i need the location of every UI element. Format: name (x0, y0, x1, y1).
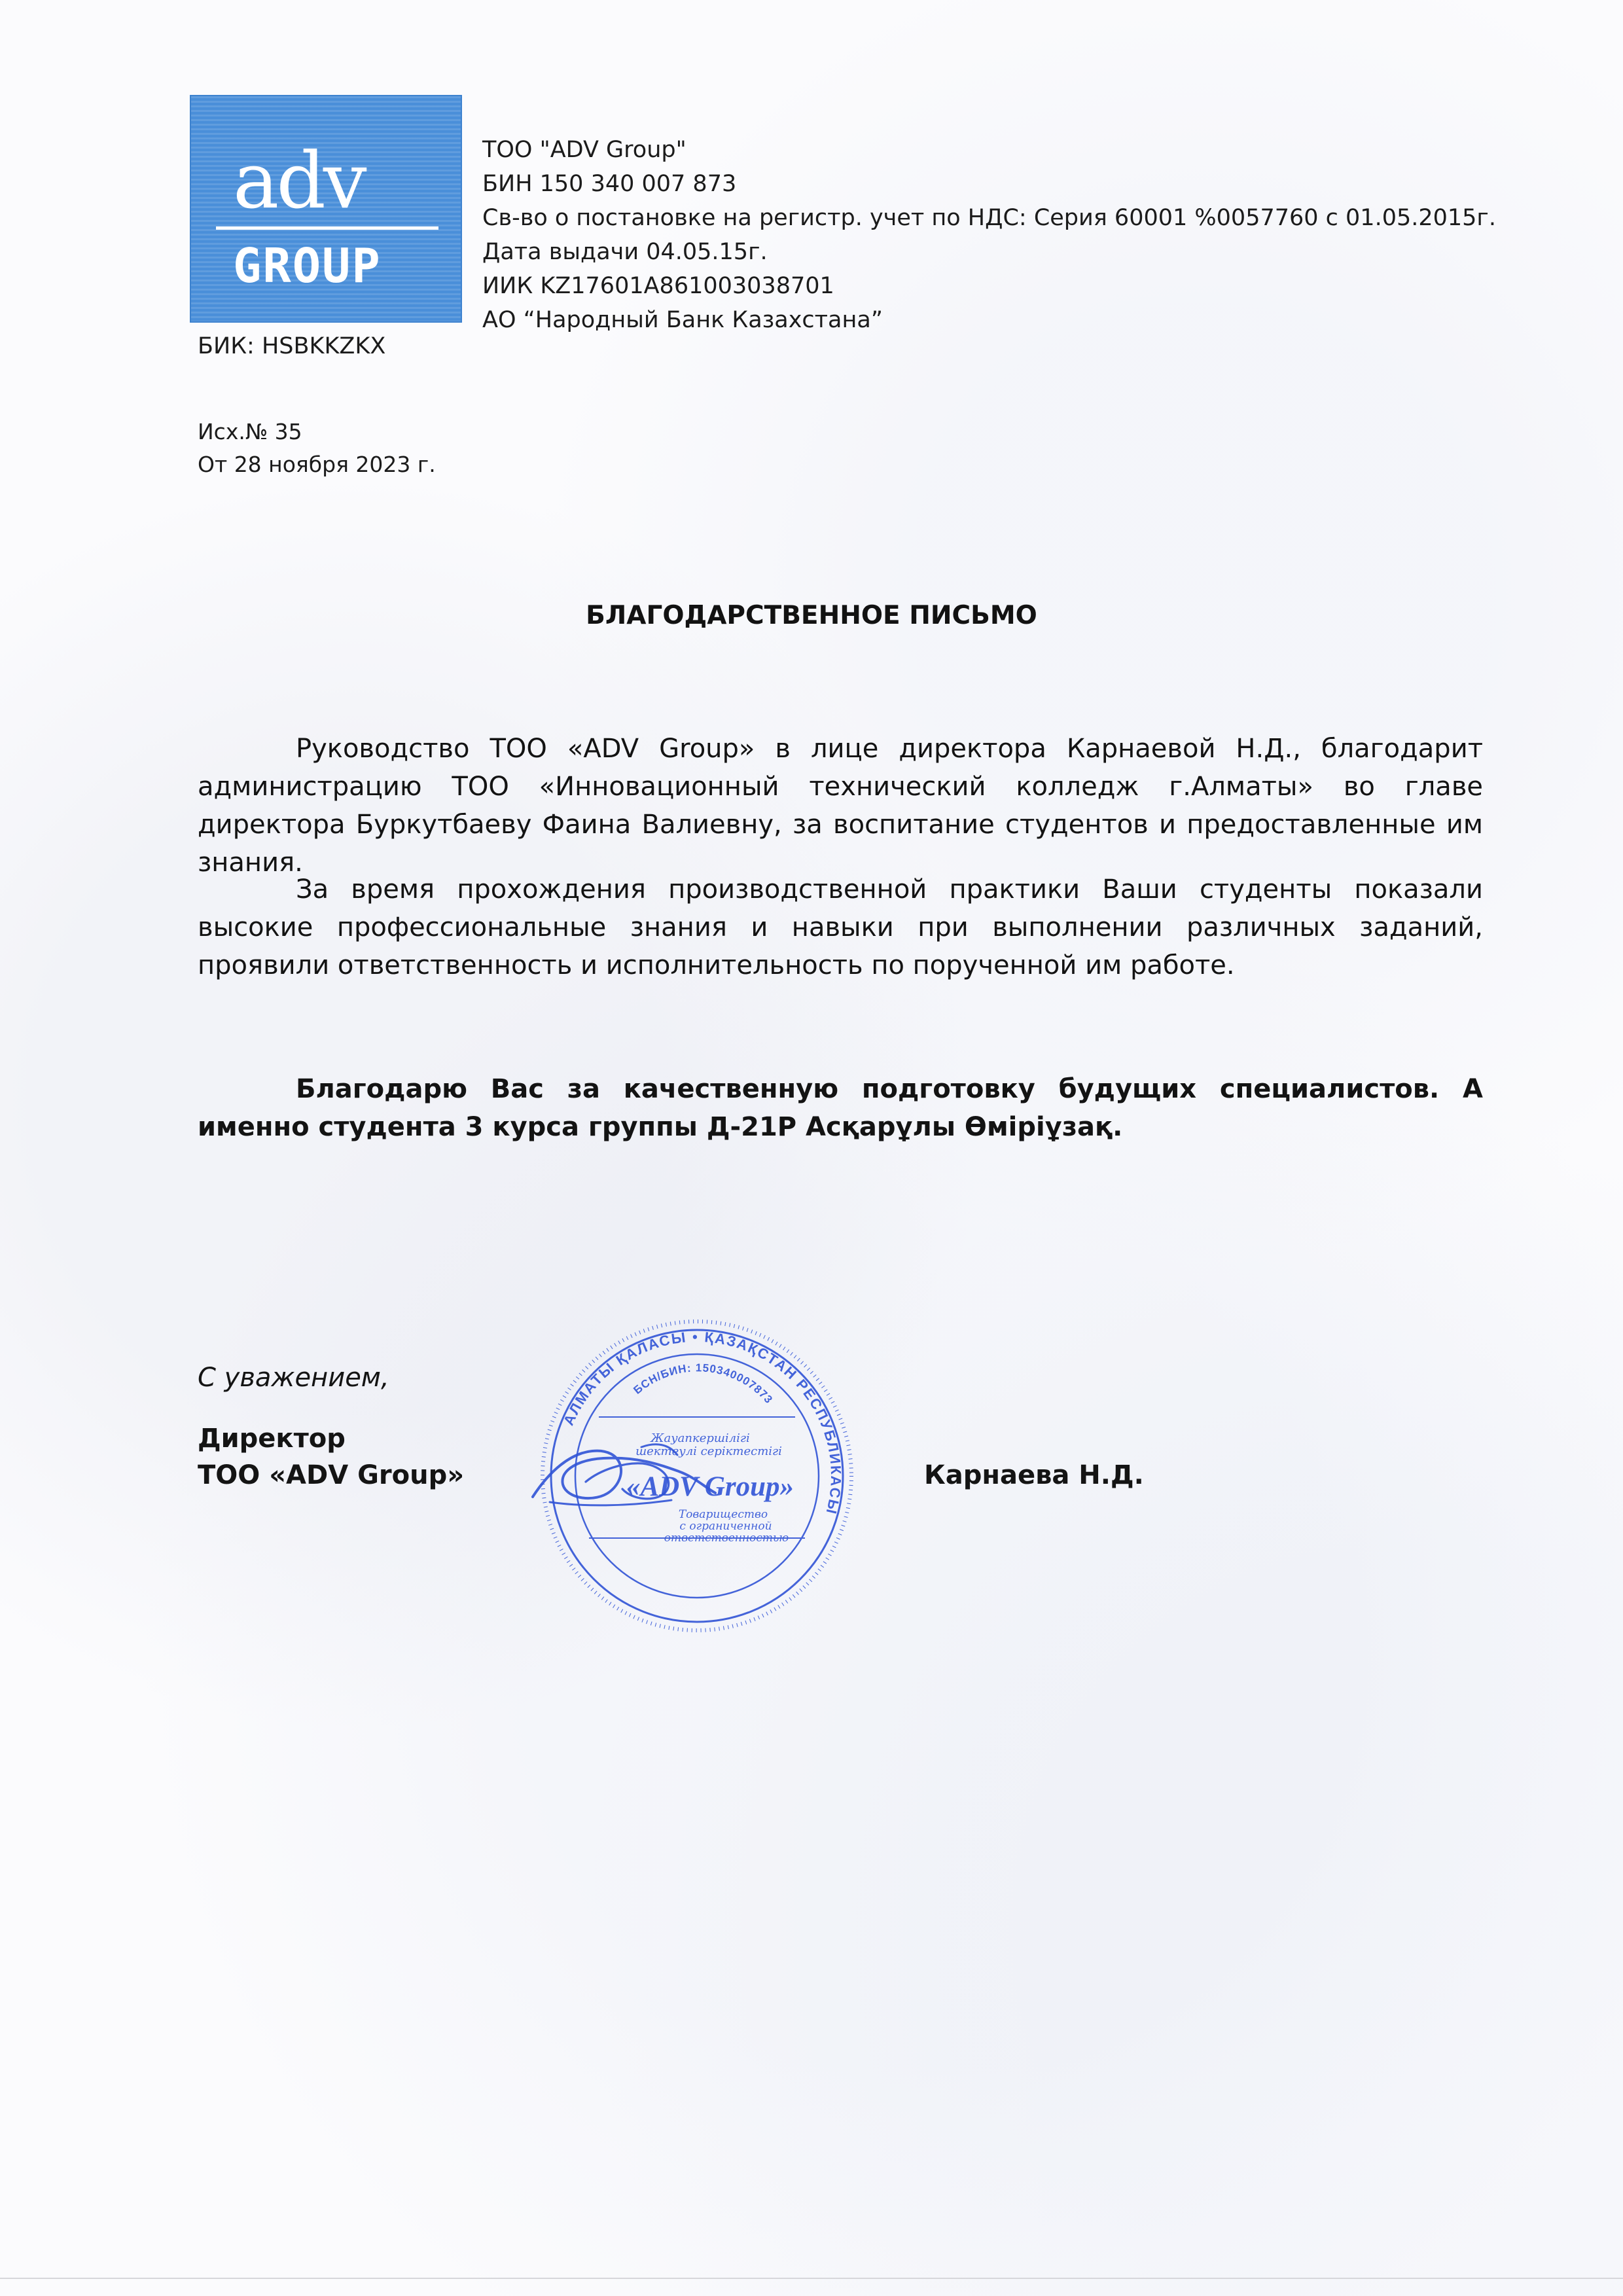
company-logo (190, 95, 462, 323)
outgoing-reference (198, 416, 436, 481)
vat-registration: Св-во о постановке на регистр. учет по НДС: Серия 60001 %0057760 с 01.05.2015г. (482, 205, 1496, 231)
bank-name: АО “Народный Банк Казахстана” (482, 307, 883, 333)
logo-bottom-text: GROUP (233, 238, 382, 293)
logo-top-text: adv (233, 135, 365, 226)
paragraph-2: За время прохождения производственной практики Ваши студенты показали высокие профессиональные знания и навыки при выполнении различных заданий, проявили ответственность и исполнительность по порученной им работе. (198, 874, 1483, 980)
stamp-outer-text: АЛМАТЫ ҚАЛАСЫ • ҚАЗАҚСТАН РЕСПУБЛИКАСЫ (560, 1328, 845, 1517)
stamp-russian-line-2: с ограниченной (679, 1520, 772, 1533)
stamp-kazakh-line-1: Жауапкершілігі (651, 1431, 750, 1445)
signatory-position (198, 1420, 464, 1494)
stamp-russian-line-1: Товарищество (678, 1508, 768, 1521)
page-bottom-edge (0, 2278, 1623, 2279)
closing-salutation: С уважением, (198, 1363, 389, 1393)
logo-divider (216, 226, 438, 230)
signatory-name: Карнаева Н.Д. (924, 1460, 1144, 1490)
bank-bik: БИК: HSBKKZKX (198, 333, 386, 359)
document-title: БЛАГОДАРСТВЕННОЕ ПИСЬМО (586, 601, 1037, 630)
issue-date: Дата выдачи 04.05.15г. (482, 239, 768, 265)
outgoing-date: От 28 ноября 2023 г. (198, 452, 436, 477)
bank-account: ИИК KZ17601A861003038701 (482, 273, 834, 299)
signatory-position-line-1: Директор (198, 1424, 346, 1454)
paragraph-3: Благодарю Вас за качественную подготовку будущих специалистов. А именно студента 3 курса группы Д-21Р Асқарұлы Өміріұзақ. (198, 1074, 1483, 1142)
outgoing-number: Исх.№ 35 (198, 419, 302, 444)
stamp-center-text: «ADV Group» (626, 1471, 794, 1502)
stamp-bin-text: БСН/БИН: 150340007873 (631, 1361, 776, 1407)
paragraph-1: Руководство ТОО «ADV Group» в лице директора Карнаевой Н.Д., благодарит администрацию ТОО «Инновационный технический колледж г.Алматы» во главе директора Буркутбаеву Фаина Валиевну, за воспитание студентов и предоставленные им знания. (198, 734, 1483, 878)
director-signature (524, 1424, 749, 1528)
signatory-position-line-2: ТОО «ADV Group» (198, 1460, 465, 1490)
company-name: ТОО "ADV Group" (482, 137, 687, 163)
company-details (482, 133, 1496, 337)
stamp-kazakh-line-2: шектеулі серіктестігі (635, 1444, 782, 1458)
stamp-russian-line-3: ответственностью (664, 1532, 789, 1545)
company-bin: БИН 150 340 007 873 (482, 171, 737, 197)
